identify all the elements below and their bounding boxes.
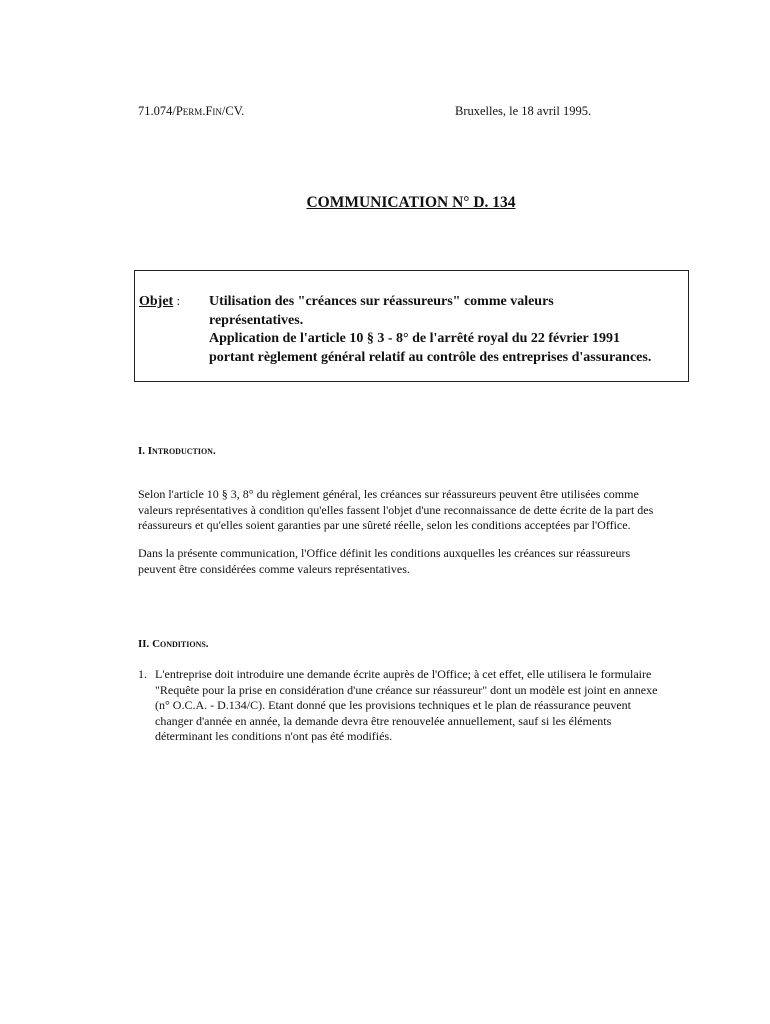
paragraph — [138, 546, 683, 577]
text-line: peuvent être considérées comme valeurs représentatives. — [138, 561, 410, 576]
ref-number: 71.074/ — [138, 104, 176, 118]
document-date: Bruxelles, le 18 avril 1995. — [455, 104, 592, 118]
subject-text — [209, 293, 689, 367]
section-heading-introduction — [138, 445, 216, 457]
text-line: valeurs représentatives à condition qu'elles fassent l'objet d'une reconnaissance de dette écrite de la part des — [138, 502, 654, 517]
text-line: réassureurs et qu'elles soient garanties par une sûreté réelle, selon les conditions acceptées par l'Office. — [138, 518, 631, 532]
subject-line: portant règlement général relatif au contrôle des entreprises d'assurances. — [209, 349, 652, 365]
text-line: L'entreprise doit introduire une demande écrite auprès de l'Office; à cet effet, elle utilisera le formulaire — [155, 667, 652, 681]
subject-line: Utilisation des "créances sur réassureurs" comme valeurs — [209, 294, 554, 309]
list-item-number: 1. — [138, 667, 147, 681]
subject-line: Application de l'article 10 § 3 - 8° de l'arrêté royal du 22 février 1991 — [209, 331, 621, 346]
text-line: Dans la présente communication, l'Office définit les conditions auxquelles les créances sur réassureurs — [138, 546, 631, 560]
text-line: "Requête pour la prise en considération d'une créance sur réassureur" dont un modèle est joint en annexe — [155, 682, 658, 697]
paragraph — [138, 487, 683, 534]
section-number: I. — [138, 445, 148, 457]
ref-suffix: /CV. — [221, 104, 245, 118]
text-line: Selon l'article 10 § 3, 8° du règlement général, les créances sur réassureurs peuvent être utilisées comme — [138, 487, 639, 501]
text-line: (n° O.C.A. - D.134/C). Etant donné que les provisions techniques et le plan de réassurance peuvent — [155, 698, 632, 712]
reference-number — [138, 104, 244, 119]
subject-label-text: Objet — [139, 294, 174, 309]
section-title: Introduction. — [147, 445, 216, 457]
subject-label-colon: : — [173, 293, 181, 308]
list-item-body — [155, 667, 690, 745]
text-line: changer d'année en année, la demande devra être renouvelée annuellement, sauf si les éléments — [155, 713, 612, 728]
communication-title: COMMUNICATION N° D. 134 — [306, 194, 516, 211]
ref-code: Perm.Fin — [175, 104, 222, 118]
section-number: II. — [138, 638, 153, 650]
text-line: déterminant les conditions n'ont pas été modifiés. — [155, 729, 393, 743]
section-title: Conditions. — [152, 638, 209, 650]
subject-line: représentatives. — [209, 312, 304, 328]
subject-box — [134, 270, 689, 382]
subject-label — [139, 293, 180, 310]
section-heading-conditions — [138, 638, 209, 650]
